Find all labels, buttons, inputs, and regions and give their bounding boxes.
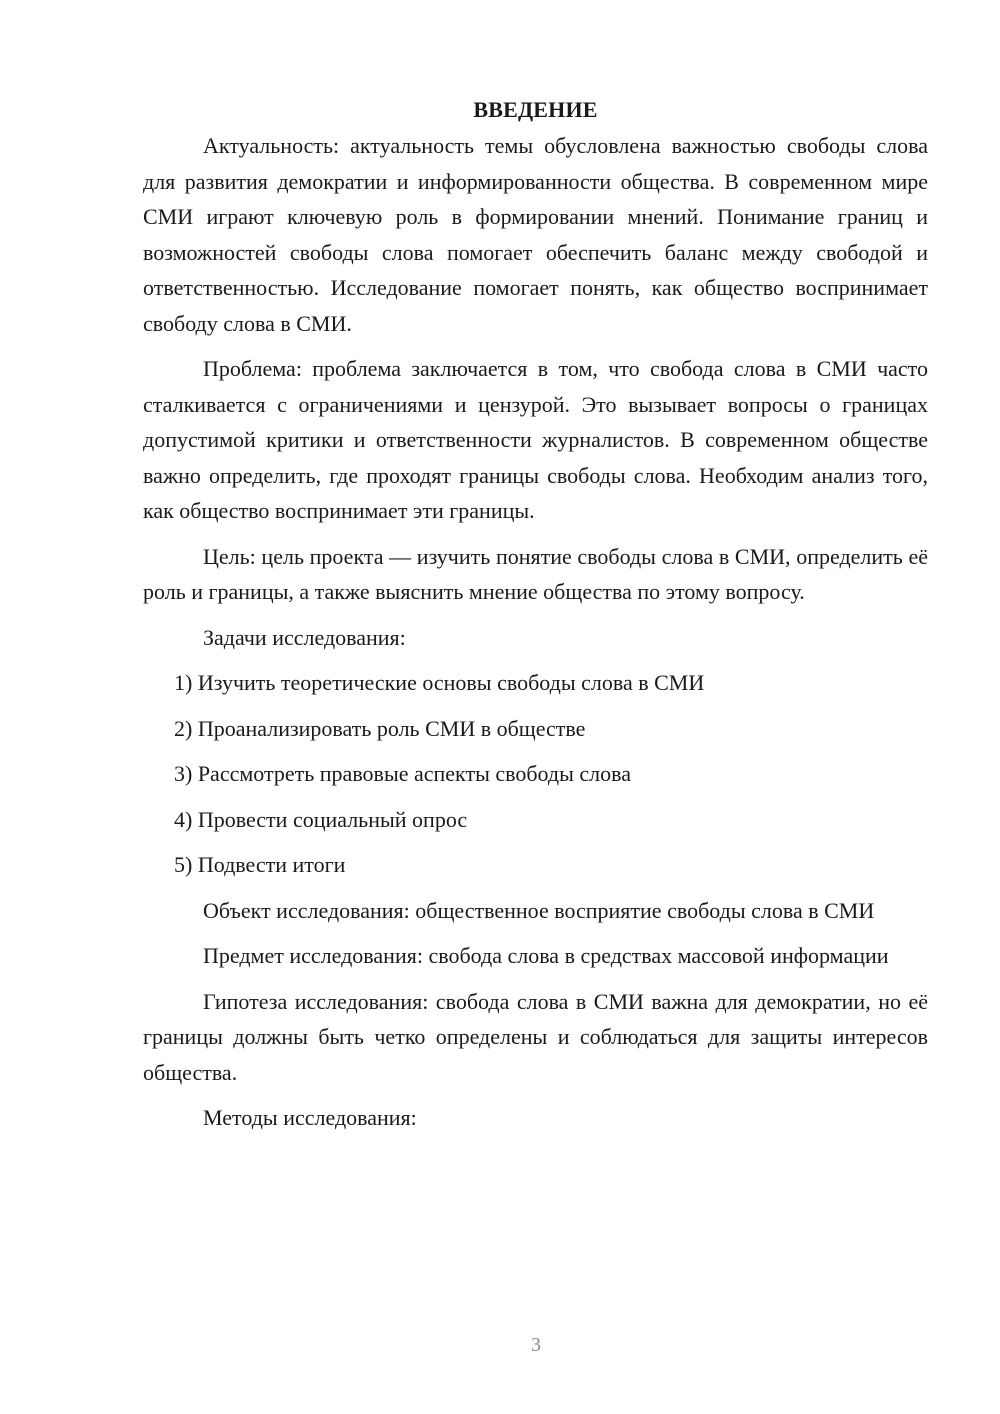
hypothesis-paragraph: Гипотеза исследования: свобода слова в СМИ важна для демократии, но её границы должны быть четко определены и соблюдаться для защиты интересов общества. [143, 988, 928, 1085]
tasks-heading: Задачи исследования: [203, 624, 406, 650]
methods-heading: Методы исследования: [203, 1105, 417, 1130]
section-title: ВВЕДЕНИЕ [473, 97, 598, 122]
task-item-5: 5) Подвести итоги [174, 852, 346, 877]
object-paragraph: Объект исследования: общественное восприятие свободы слова в СМИ [203, 897, 875, 923]
relevance-paragraph: Актуальность: актуальность темы обусловлена важностью свободы слова для развития демократии и информированности общества. В современном мире СМИ играют ключевую роль в формировании мнений. Понимание границ и возможностей свободы слова помогает обеспечить баланс между свободой и ответственностью. Исследование помогает понять, как общество воспринимает свободу слова в СМИ. [143, 133, 928, 336]
task-item-2: 2) Проанализировать роль СМИ в обществе [174, 715, 586, 741]
page-content [143, 95, 928, 1146]
subject-paragraph: Предмет исследования: свобода слова в средствах массовой информации [203, 943, 889, 968]
task-item-3: 3) Рассмотреть правовые аспекты свободы слова [174, 761, 631, 786]
page-number: 3 [531, 1334, 541, 1356]
goal-paragraph: Цель: цель проекта — изучить понятие свободы слова в СМИ, определить её роль и границы, а также выяснить мнение общества по этому вопросу. [143, 543, 928, 604]
task-item-4: 4) Провести социальный опрос [174, 806, 468, 832]
task-item-1: 1) Изучить теоретические основы свободы слова в СМИ [174, 670, 705, 695]
problem-paragraph: Проблема: проблема заключается в том, что свобода слова в СМИ часто сталкивается с ограничениями и цензурой. Это вызывает вопросы о границах допустимой критики и ответственности журналистов. В современном обществе важно определить, где проходят границы свободы слова. Необходим анализ того, как общество воспринимает эти границы. [143, 356, 928, 523]
